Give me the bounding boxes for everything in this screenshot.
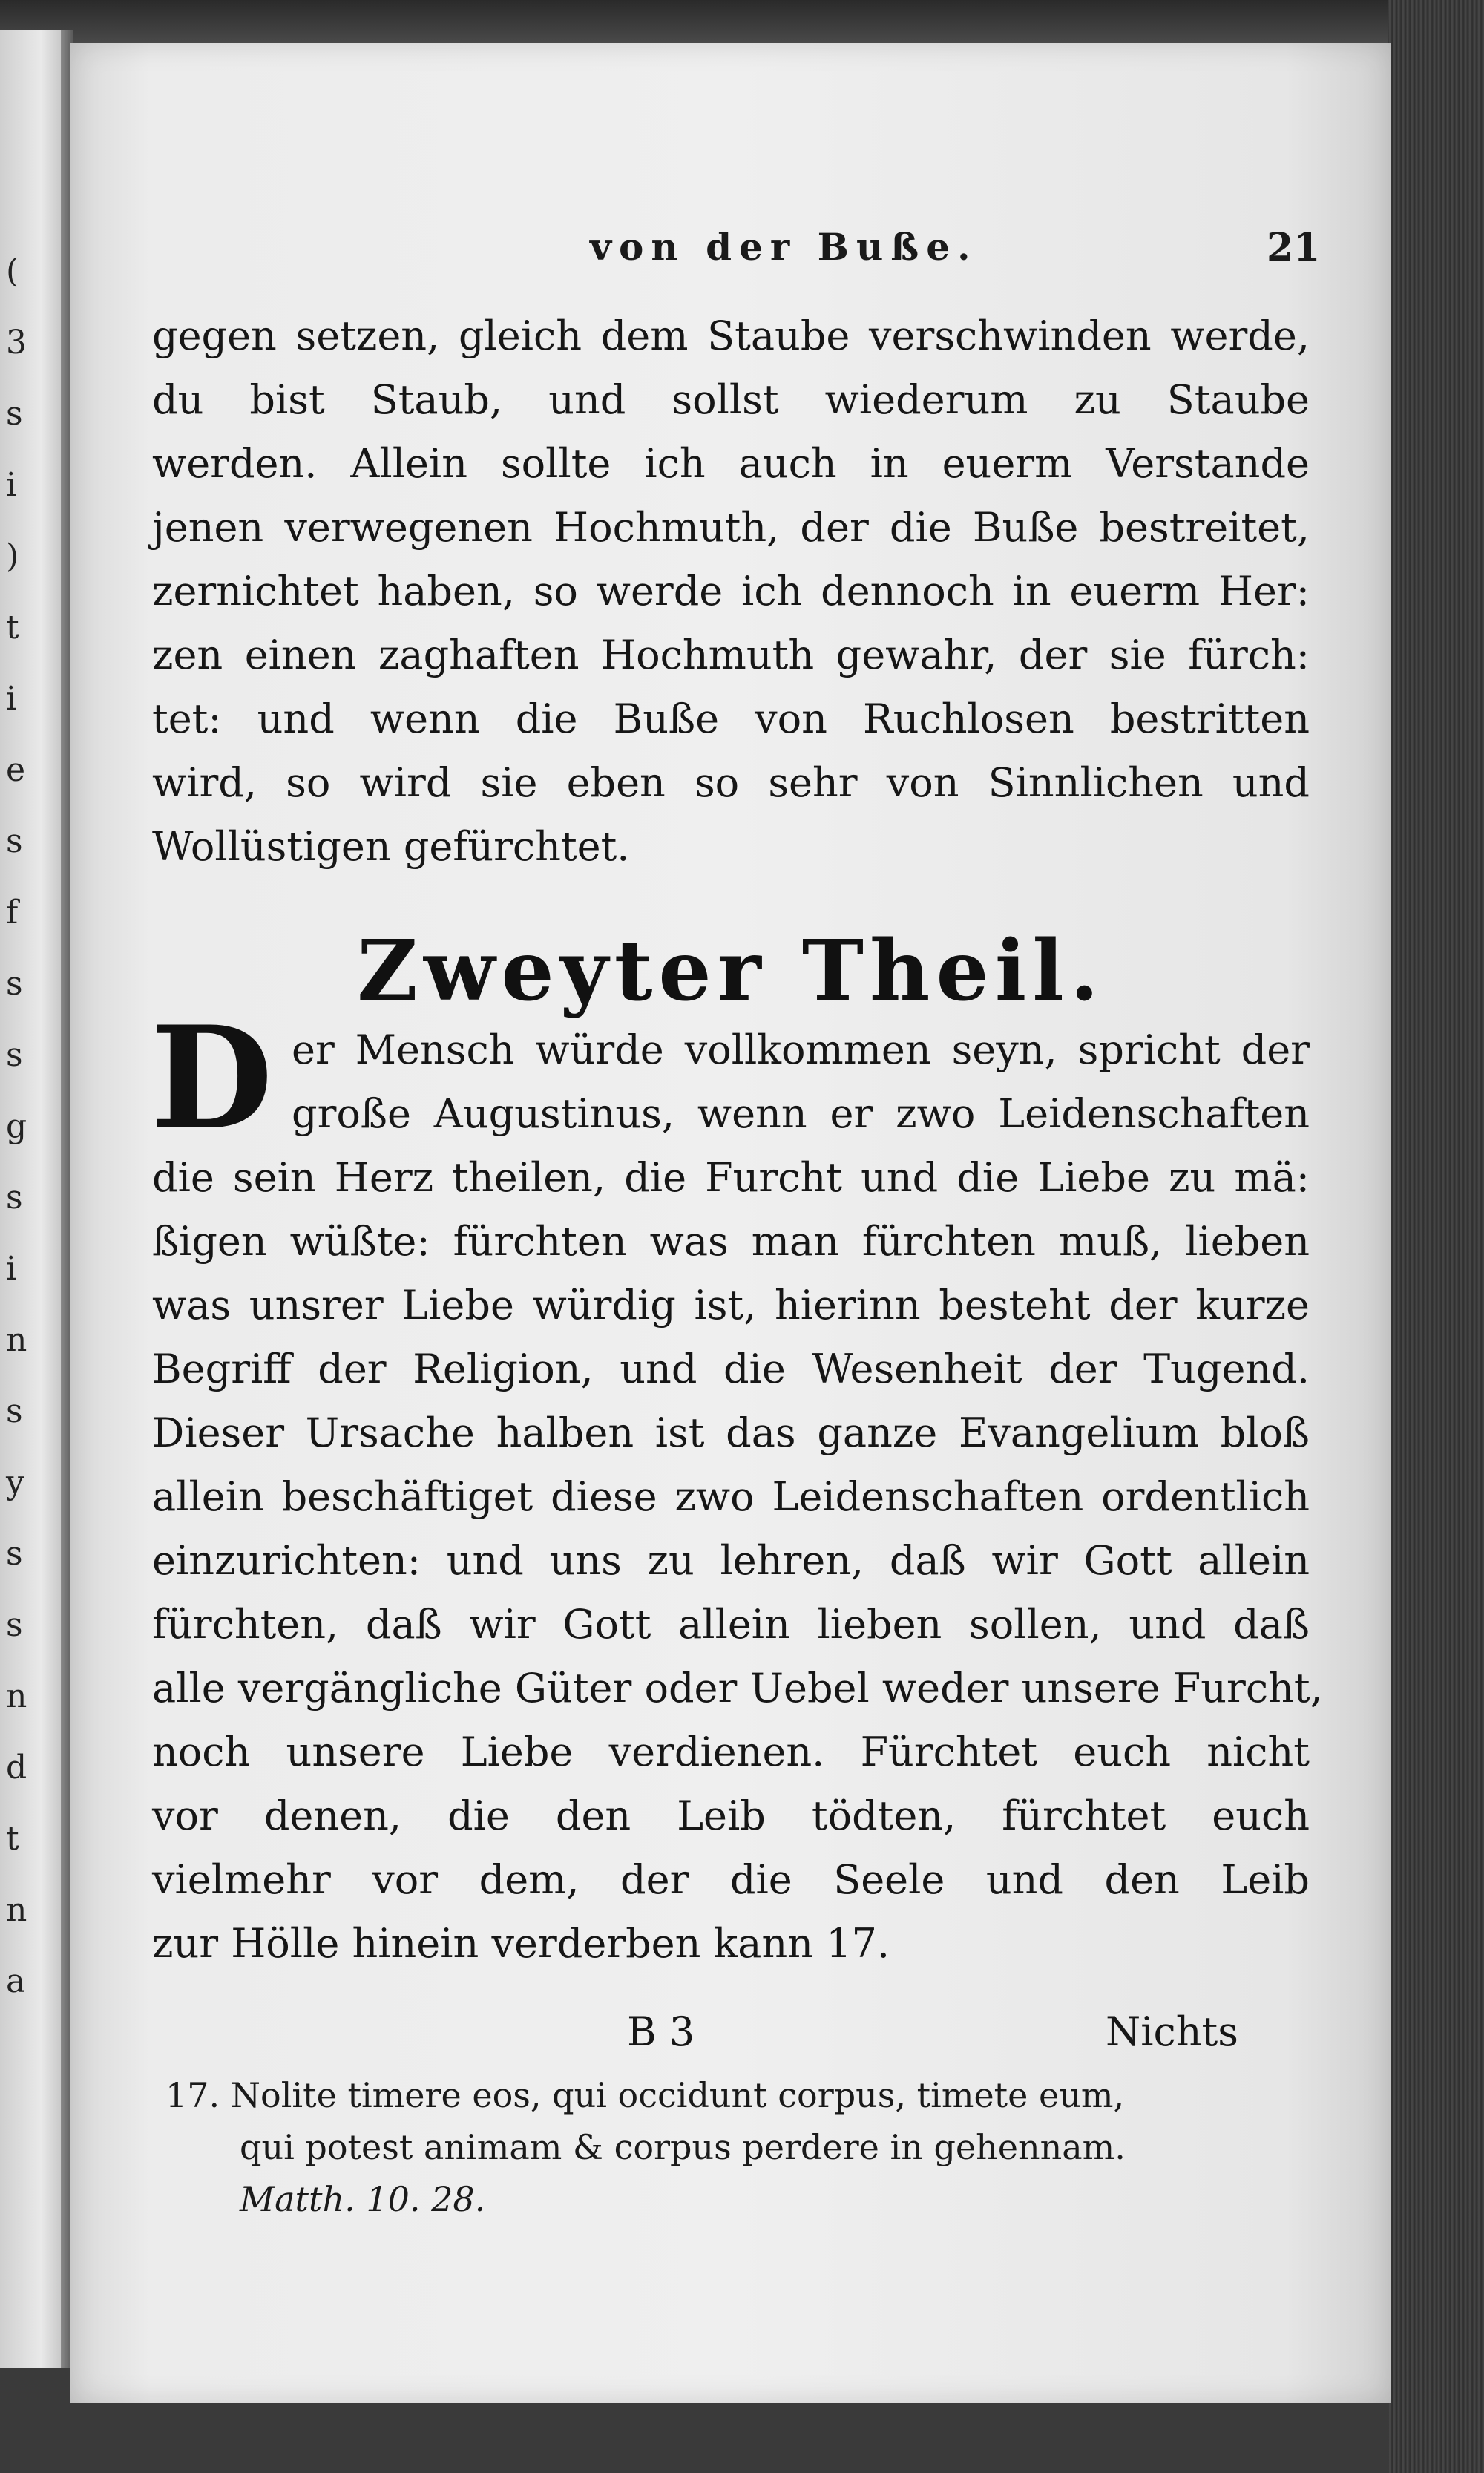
text-line: jenen verwegenen Hochmuth, der die Buße bestreitet, (152, 504, 1310, 551)
left-page-letter: t (6, 1820, 19, 1858)
left-page-letter: n (6, 1321, 27, 1359)
text-line: einzurichten: und uns zu lehren, daß wir Gott allein (152, 1537, 1310, 1584)
left-page-letter: s (6, 395, 23, 433)
text-line: vor denen, die den Leib tödten, fürchtet euch (152, 1792, 1310, 1839)
left-page-letter: ) (6, 537, 19, 575)
text-line: große Augustinus, wenn er zwo Leidenschaften (292, 1090, 1310, 1137)
text-line: Dieser Ursache halben ist das ganze Evangelium bloß (152, 1409, 1310, 1456)
text-line: vielmehr vor dem, der die Seele und den Leib (152, 1856, 1310, 1903)
left-page-letter: i (6, 680, 17, 718)
text-line: was unsrer Liebe würdig ist, hierinn besteht der kurze (152, 1282, 1310, 1329)
text-line: ßigen wüßte: fürchten was man fürchten muß, lieben (152, 1218, 1310, 1265)
left-page-letter: s (6, 1392, 23, 1430)
text-line: werden. Allein sollte ich auch in euerm Verstande (152, 440, 1310, 487)
text-line: gegen setzen, gleich dem Staube verschwinden werde, (152, 312, 1310, 359)
text-line: die sein Herz theilen, die Furcht und die Liebe zu mä: (152, 1154, 1310, 1201)
drop-capital: D (151, 995, 273, 1161)
left-page-letter: 3 (6, 324, 27, 361)
text-line: fürchten, daß wir Gott allein lieben sollen, und daß (152, 1601, 1310, 1648)
left-page-letter: n (6, 1677, 27, 1715)
left-page-letter: s (6, 822, 23, 860)
text-line: zur Hölle hinein verderben kann 17. (152, 1920, 890, 1967)
left-page-letter: ( (6, 252, 19, 290)
left-page-letter: s (6, 1535, 23, 1573)
left-page-letter: s (6, 1179, 23, 1216)
text-line: er Mensch würde vollkommen seyn, spricht der (292, 1026, 1310, 1073)
left-facing-page (0, 30, 68, 2368)
running-head: von der Buße. (590, 225, 978, 269)
left-page-letter: t (6, 609, 19, 646)
book-page (70, 43, 1391, 2403)
left-page-letter: i (6, 466, 17, 504)
text-line: wird, so wird sie eben so sehr von Sinnlichen und (152, 759, 1310, 806)
text-line: du bist Staub, und sollst wiederum zu Staube (152, 376, 1310, 423)
text-line: Begriff der Religion, und die Wesenheit der Tugend. (152, 1346, 1310, 1392)
book-top-shadow (0, 0, 1484, 45)
left-page-letter: d (6, 1749, 27, 1786)
left-page-letter: s (6, 1036, 23, 1074)
text-line: zernichtet haben, so werde ich dennoch in euerm Her: (152, 568, 1310, 615)
text-line: tet: und wenn die Buße von Ruchlosen bestritten (152, 695, 1310, 742)
page-block-edge (1388, 0, 1484, 2473)
text-line: zen einen zaghaften Hochmuth gewahr, der sie fürch: (152, 632, 1310, 678)
left-page-letter: i (6, 1250, 17, 1288)
catchword: Nichts (1106, 2008, 1238, 2055)
footnote-line: qui potest animam & corpus perdere in gehennam. (240, 2127, 1126, 2167)
section-heading: Zweyter Theil. (357, 923, 1105, 1020)
page-number: 21 (1267, 225, 1321, 270)
left-page-letter: a (6, 1962, 26, 2000)
left-page-letter: n (6, 1891, 27, 1929)
left-page-letter: e (6, 751, 26, 789)
text-line: alle vergängliche Güter oder Uebel weder unsere Furcht, (152, 1665, 1323, 1712)
text-line: allein beschäftiget diese zwo Leidenschaften ordentlich (152, 1473, 1310, 1520)
left-page-letter: s (6, 1606, 23, 1644)
signature-mark: B 3 (627, 2008, 695, 2055)
text-line: noch unsere Liebe verdienen. Fürchtet euch nicht (152, 1729, 1310, 1775)
footnote-citation: Matth. 10. 28. (240, 2179, 486, 2219)
text-line: Wollüstigen gefürchtet. (152, 823, 630, 870)
left-page-letter: g (6, 1107, 27, 1145)
left-page-letter: s (6, 965, 23, 1003)
footnote-line: 17. Nolite timere eos, qui occidunt corpus, timete eum, (165, 2075, 1125, 2115)
left-page-letter: y (6, 1464, 24, 1501)
left-page-letter: f (6, 894, 19, 931)
